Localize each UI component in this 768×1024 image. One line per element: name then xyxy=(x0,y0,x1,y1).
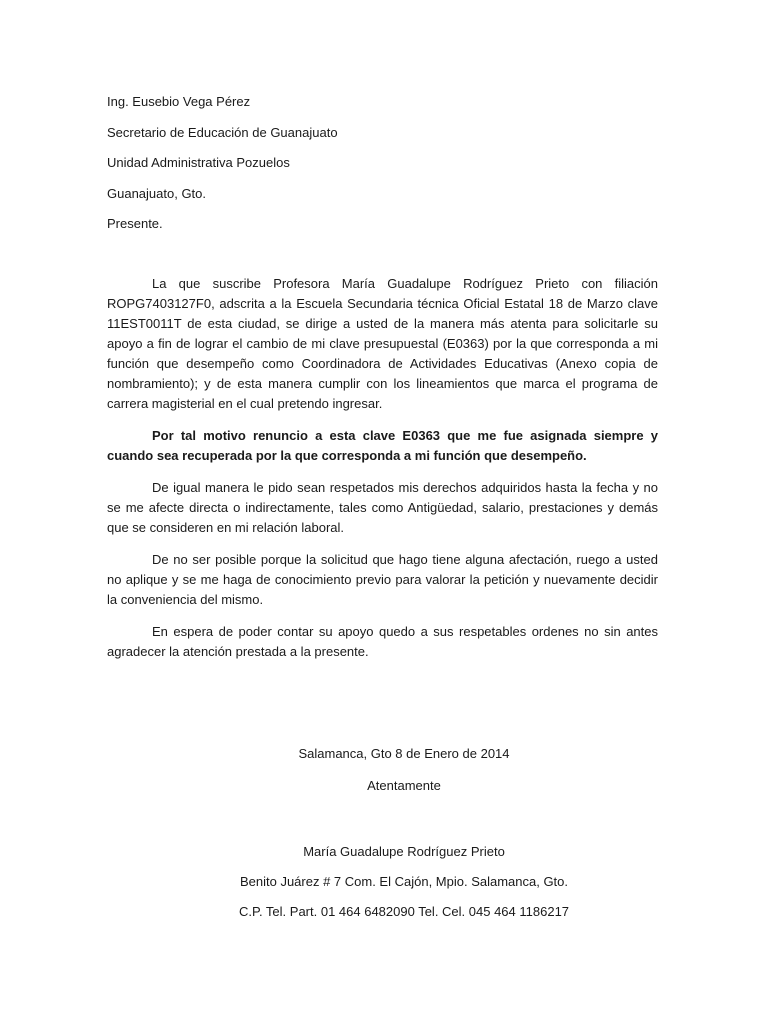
signer-name: María Guadalupe Rodríguez Prieto xyxy=(303,844,505,859)
signer-address: Benito Juárez # 7 Com. El Cajón, Mpio. Salamanca, Gto. xyxy=(239,874,569,889)
recipient-unit: Unidad Administrativa Pozuelos xyxy=(107,155,290,170)
closing-block xyxy=(107,744,701,922)
recipient-name: Ing. Eusebio Vega Pérez xyxy=(107,94,251,109)
signer-phones: C.P. Tel. Part. 01 464 6482090 Tel. Cel. 045 464 1186217 xyxy=(238,904,570,919)
body-paragraph-request: La que suscribe Profesora María Guadalupe Rodríguez Prieto con filiación ROPG7403127F0, adscrita a la Escuela Secundaria técnica Oficial Estatal 18 de Marzo clave 11EST0011T de esta ciudad, se dirige a usted de la manera más atenta para solicitarle su apoyo a fin de lograr el cambio de mi clave presupuestal (E0363) por la que corresponda a mi función que desempeño como Coordinadora de Actividades Educativas (Anexo copia de nombramiento); y de esta manera cumplir con los lineamientos que marca el programa de carrera magisterial en el cual pretendo ingresar. xyxy=(107,276,658,411)
recipient-block xyxy=(107,92,667,245)
body-paragraph-renunciation: Por tal motivo renuncio a esta clave E0363 que me fue asignada siempre y cuando sea recuperada por la que corresponda a mi función que desempeño. xyxy=(107,428,658,463)
recipient-position: Secretario de Educación de Guanajuato xyxy=(107,124,338,140)
body-paragraph-rights: De igual manera le pido sean respetados mis derechos adquiridos hasta la fecha y no se me afecte directa o indirectamente, tales como Antigüedad, salario, prestaciones y demás que se consideren en mi relación laboral. xyxy=(107,480,658,535)
place-date: Salamanca, Gto 8 de Enero de 2014 xyxy=(298,746,510,761)
body-paragraph-condition: De no ser posible porque la solicitud que hago tiene alguna afectación, ruego a usted no aplique y se me haga de conocimiento previo para valorar la petición y nuevamente decidir la conveniencia del mismo. xyxy=(107,552,658,607)
body-paragraph-thanks: En espera de poder contar su apoyo quedo a sus respetables ordenes no sin antes agradecer la atención prestada a la presente. xyxy=(107,624,658,659)
recipient-location: Guanajuato, Gto. xyxy=(107,185,207,201)
farewell: Atentamente xyxy=(367,778,441,793)
letter-body xyxy=(107,274,658,674)
salutation: Presente. xyxy=(107,216,163,231)
